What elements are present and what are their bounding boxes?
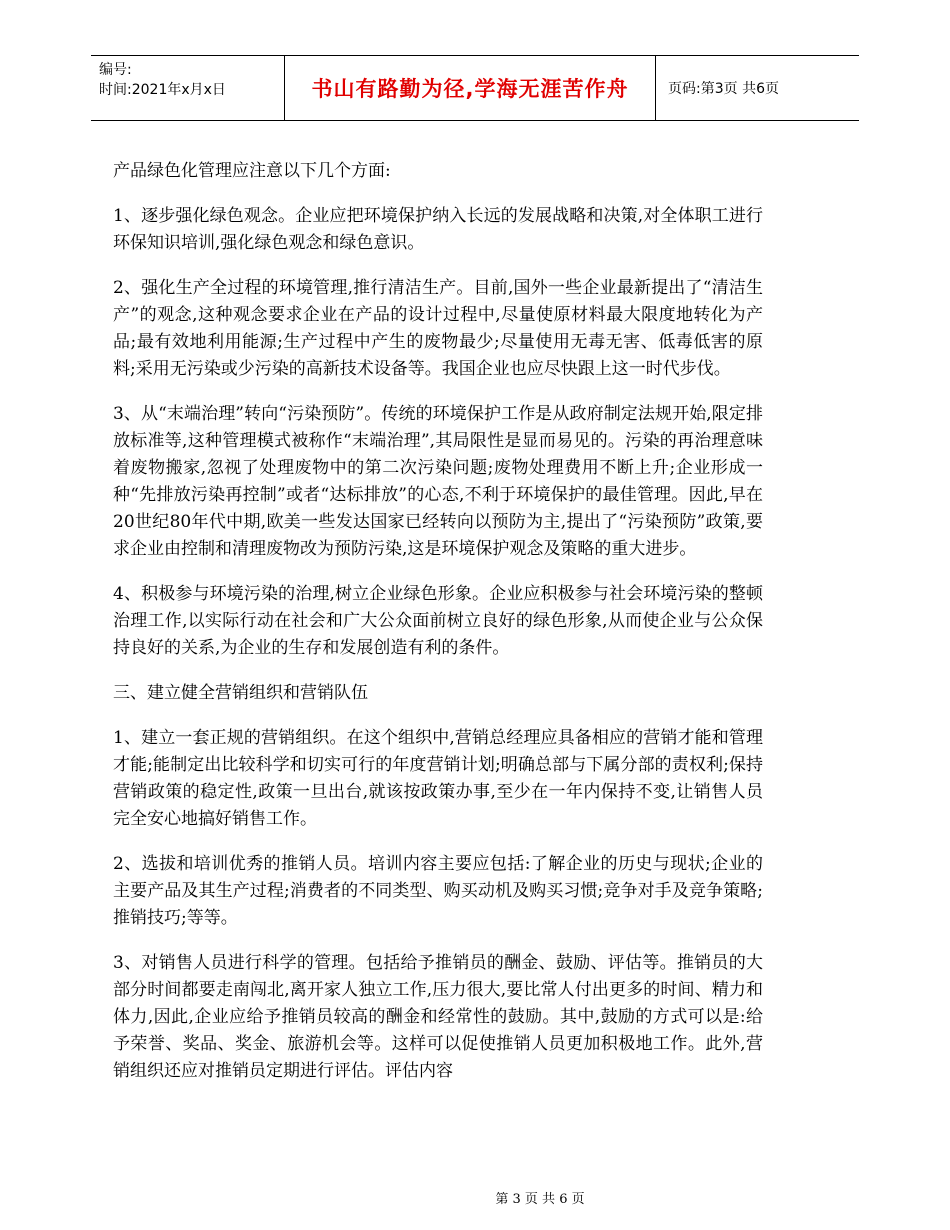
page-header [91, 55, 859, 121]
document-body [113, 158, 763, 1103]
paragraph-item: 2、选拔和培训优秀的推销人员。培训内容主要应包括:了解企业的历史与现状;企业的主要产品及其生产过程;消费者的不同类型、购买动机及购买习惯;竞争对手及竞争策略;推销技巧;等等。 [113, 854, 763, 928]
paragraph-item: 3、对销售人员进行科学的管理。包括给予推销员的酬金、鼓励、评估等。推销员的大部分时间都要走南闯北,离开家人独立工作,压力很大,要比常人付出更多的时间、精力和体力,因此,企业应给予推销员较高的酬金和经常性的鼓励。其中,鼓励的方式可以是:给予荣誉、奖品、奖金、旅游机会等。这样可以促使推销人员更加积极地工作。此外,营销组织还应对推销员定期进行评估。评估内容 [113, 953, 763, 1081]
paragraph-item: 4、积极参与环境污染的治理,树立企业绿色形象。企业应积极参与社会环境污染的整顿治理工作,以实际行动在社会和广大公众面前树立良好的绿色形象,从而使企业与公众保持良好的关系,为企业的生存和发展创造有利的条件。 [113, 584, 763, 658]
section-heading: 三、建立健全营销组织和营销队伍 [113, 683, 368, 703]
paragraph-intro: 产品绿色化管理应注意以下几个方面: [113, 161, 391, 181]
document-time-label: 时间:2021年x月x日 [99, 82, 226, 98]
document-number-label: 编号: [99, 62, 132, 78]
paragraph-item: 3、从“末端治理”转向“污染预防”。传统的环境保护工作是从政府制定法规开始,限定排放标准等,这种管理模式被称作“末端治理”,其局限性是显而易见的。污染的再治理意味着废物搬家,忽视了处理废物中的第二次污染问题;废物处理费用不断上升;企业形成一种“先排放污染再控制”或者“达标排放”的心态,不利于环境保护的最佳管理。因此,早在20世纪80年代中期,欧美一些发达国家已经转向以预防为主,提出了“污染预防”政策,要求企业由控制和清理废物改为预防污染,这是环境保护观念及策略的重大进步。 [113, 404, 763, 559]
header-page-number: 页码:第3页 共6页 [668, 81, 779, 97]
paragraph-item: 1、逐步强化绿色观念。企业应把环境保护纳入长远的发展战略和决策,对全体职工进行环保知识培训,强化绿色观念和绿色意识。 [113, 206, 763, 253]
header-meta [99, 60, 289, 100]
paragraph-item: 2、强化生产全过程的环境管理,推行清洁生产。目前,国外一些企业最新提出了“清洁生产”的观念,这种观念要求企业在产品的设计过程中,尽量使原材料最大限度地转化为产品;最有效地利用能源;生产过程中产生的废物最少;尽量使用无毒无害、低毒低害的原料;采用无污染或少污染的高新技术设备等。我国企业也应尽快跟上这一时代步伐。 [113, 278, 763, 379]
paragraph-item: 1、建立一套正规的营销组织。在这个组织中,营销总经理应具备相应的营销才能和管理才能;能制定出比较科学和切实可行的年度营销计划;明确总部与下属分部的责权利;保持营销政策的稳定性,政策一旦出台,就该按政策办事,至少在一年内保持不变,让销售人员完全安心地搞好销售工作。 [113, 728, 763, 829]
page-footer: 第 3 页 共 6 页 [495, 1192, 585, 1207]
header-motto: 书山有路勤为径,学海无涯苦作舟 [284, 56, 656, 120]
